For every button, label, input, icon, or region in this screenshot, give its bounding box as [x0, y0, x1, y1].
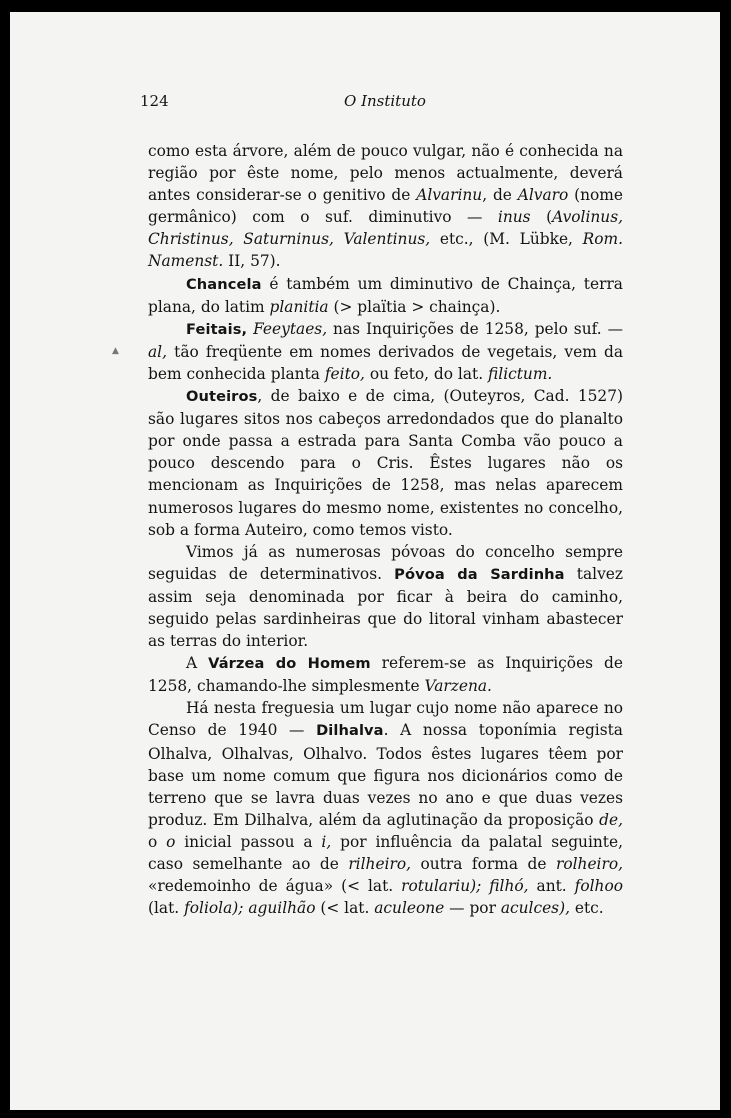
paragraph-feitais: Feitais, Feeytaes, nas Inquirições de 1258, pelo suf. — al, tão freqüente em nomes derivados de vegetais, vem da bem conhecida planta feito, ou feto, do lat. filictum. — [148, 319, 623, 383]
paragraph-chancela: Chancela é também um diminutivo de Chainça, terra plana, do latim planitia (> plaïtia > chainça). — [148, 274, 623, 316]
paragraph-outeiros: Outeiros, de baixo e de cima, (Outeyros, Cad. 1527) são lugares sitos nos cabeços arredondados que do planalto por onde passa a estrada para Santa Comba vão pouco a pouco descendo para o Cris. Êstes lugares não os mencionam as Inquirições de 1258, mas nelas aparecem numerosos lugares do mesmo nome, existentes no concelho, sob a forma Auteiro, como temos visto. — [148, 387, 623, 539]
headword: Chancela — [186, 275, 262, 293]
body-text — [148, 140, 623, 919]
headword: Póvoa da Sardinha — [394, 565, 565, 583]
paragraph-varzea: A Várzea do Homem referem-se as Inquirições de 1258, chamando-lhe simplesmente Varzena. — [148, 654, 624, 696]
page-number: 124 — [140, 92, 169, 110]
paragraph-povoa: Vimos já as numerosas póvoas do concelho sempre seguidas de determinativos. Póvoa da Sardinha talvez assim seja denominada por ficar à beira do caminho, seguido pelas sardinheiras que do litoral vinham abastecer as terras do interior. — [148, 542, 623, 651]
paragraph-1: como esta árvore, além de pouco vulgar, não é conhecida na região por êste nome, pelo menos actualmente, deverá antes considerar-se o genitivo de Alvarinu, de Alvaro (nome germânico) com o suf. diminutivo — inus (Avolinus, Christinus, Saturninus, Valentinus, etc., (M. Lübke, Rom. Namenst. II, 57). — [148, 142, 623, 271]
headword: Dilhalva — [316, 722, 384, 740]
headword: Feitais, — [186, 320, 248, 338]
margin-speck: ▲ — [112, 346, 119, 356]
page-header — [140, 92, 620, 112]
headword: Várzea do Homem — [208, 655, 371, 673]
paragraph-dilhalva: Há nesta freguesia um lugar cujo nome não aparece no Censo de 1940 — Dilhalva. A nossa toponímia regista Olhalva, Olhalvas, Olhalvo. Todos êstes lugares têem por base um nome comum que figura nos dicionários como de terreno que se lavra duas vezes no ano e que duas vezes produz. Em Dilhalva, além da aglutinação da proposição de, o o inicial passou a i, por influência da palatal seguinte, caso semelhante ao de rilheiro, outra forma de rolheiro, «redemoinho de água» (< lat. rotulariu); filhó, ant. folhoo (lat. foliola); aguilhão (< lat. aculeone — por aculces), etc. — [148, 699, 624, 918]
running-title: O Instituto — [344, 92, 426, 110]
headword: Outeiros — [186, 388, 258, 406]
